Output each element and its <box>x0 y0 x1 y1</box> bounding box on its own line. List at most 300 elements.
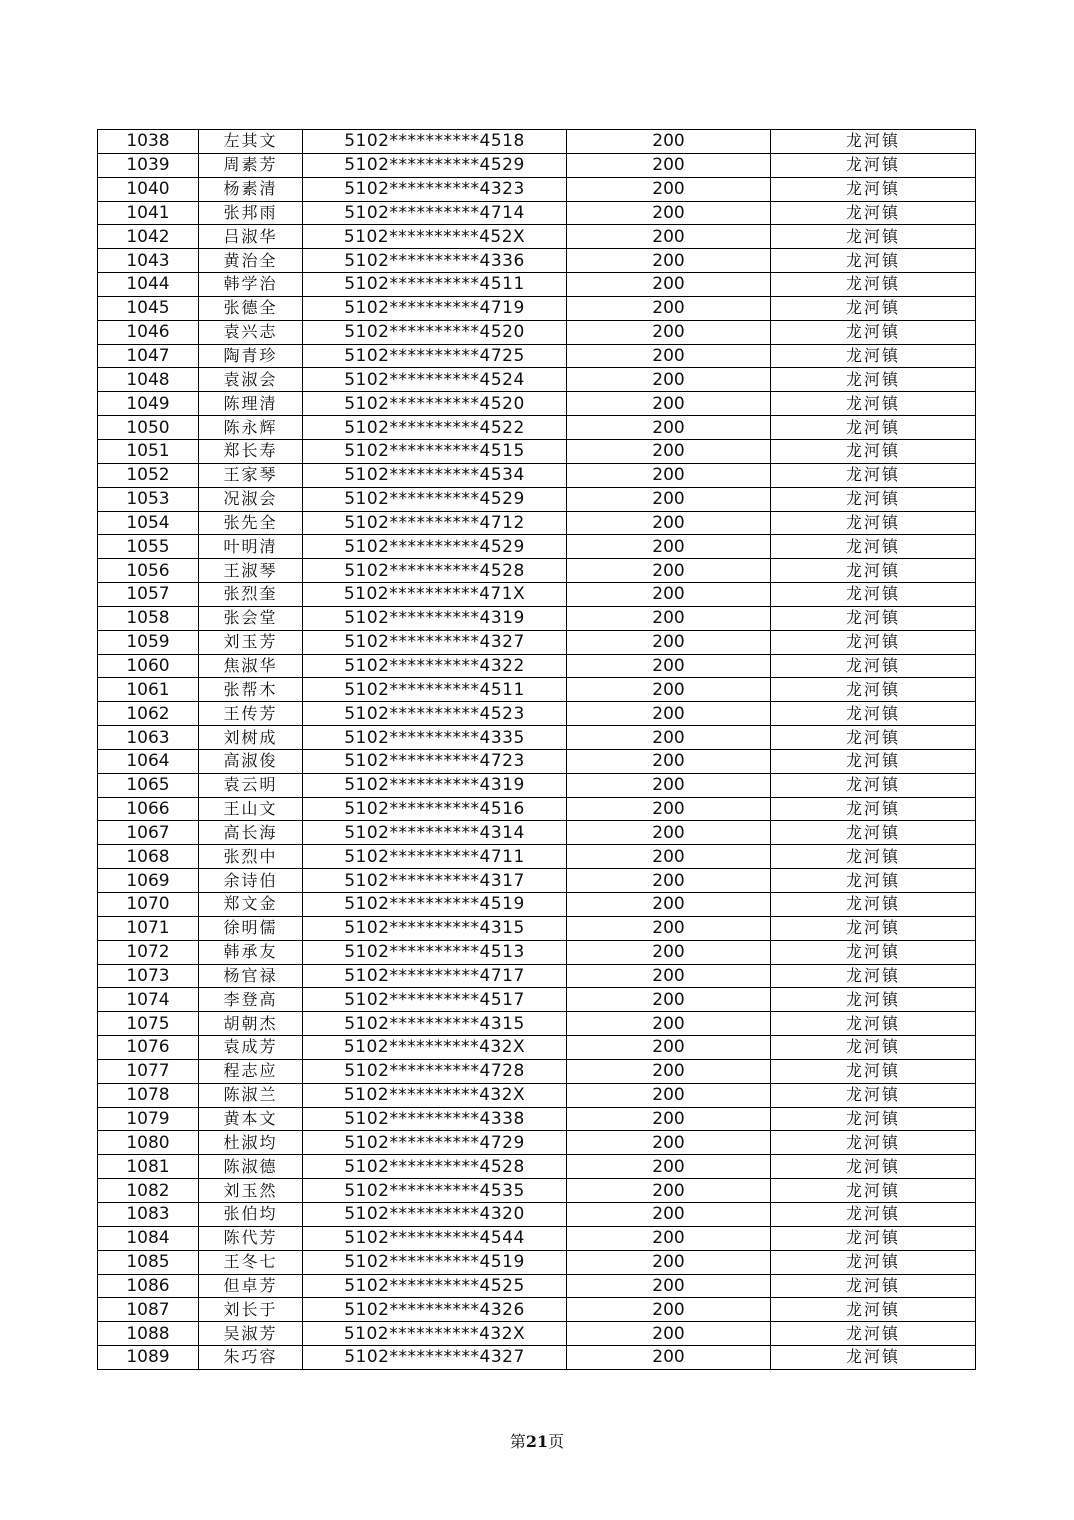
town-cell: 龙河镇 <box>771 702 976 726</box>
table-row <box>98 463 976 487</box>
town-cell: 龙河镇 <box>771 893 976 917</box>
id-number-cell: 5102**********4524 <box>303 368 567 392</box>
town-cell: 龙河镇 <box>771 392 976 416</box>
id-number-cell: 5102**********4725 <box>303 344 567 368</box>
amount-cell: 200 <box>567 773 771 797</box>
town-cell: 龙河镇 <box>771 869 976 893</box>
town-cell: 龙河镇 <box>771 654 976 678</box>
amount-cell: 200 <box>567 630 771 654</box>
id-number-cell: 5102**********4320 <box>303 1202 567 1226</box>
table-row <box>98 296 976 320</box>
person-name-cell: 李登高 <box>199 988 303 1012</box>
town-cell: 龙河镇 <box>771 296 976 320</box>
town-cell: 龙河镇 <box>771 535 976 559</box>
person-name-cell: 余诗伯 <box>199 869 303 893</box>
town-cell: 龙河镇 <box>771 1012 976 1036</box>
id-number-cell: 5102**********4338 <box>303 1107 567 1131</box>
amount-cell: 200 <box>567 153 771 177</box>
table-row <box>98 749 976 773</box>
table-row <box>98 416 976 440</box>
row-number-cell: 1044 <box>98 273 199 297</box>
table-row <box>98 130 976 154</box>
person-name-cell: 吕淑华 <box>199 225 303 249</box>
id-number-cell: 5102**********4327 <box>303 630 567 654</box>
row-number-cell: 1051 <box>98 439 199 463</box>
person-name-cell: 刘玉然 <box>199 1179 303 1203</box>
town-cell: 龙河镇 <box>771 1083 976 1107</box>
id-number-cell: 5102**********452X <box>303 225 567 249</box>
table-row <box>98 797 976 821</box>
person-name-cell: 王家琴 <box>199 463 303 487</box>
town-cell: 龙河镇 <box>771 821 976 845</box>
amount-cell: 200 <box>567 439 771 463</box>
id-number-cell: 5102**********4534 <box>303 463 567 487</box>
person-name-cell: 杨官禄 <box>199 964 303 988</box>
row-number-cell: 1084 <box>98 1226 199 1250</box>
person-name-cell: 陈淑兰 <box>199 1083 303 1107</box>
person-name-cell: 刘玉芳 <box>199 630 303 654</box>
id-number-cell: 5102**********4711 <box>303 845 567 869</box>
id-number-cell: 5102**********432X <box>303 1083 567 1107</box>
person-name-cell: 焦淑华 <box>199 654 303 678</box>
amount-cell: 200 <box>567 249 771 273</box>
person-name-cell: 张会堂 <box>199 606 303 630</box>
person-name-cell: 张烈奎 <box>199 583 303 607</box>
amount-cell: 200 <box>567 749 771 773</box>
table-row <box>98 678 976 702</box>
person-name-cell: 况淑会 <box>199 487 303 511</box>
town-cell: 龙河镇 <box>771 416 976 440</box>
id-number-cell: 5102**********4520 <box>303 320 567 344</box>
person-name-cell: 左其文 <box>199 130 303 154</box>
amount-cell: 200 <box>567 1274 771 1298</box>
town-cell: 龙河镇 <box>771 916 976 940</box>
table-row <box>98 392 976 416</box>
row-number-cell: 1068 <box>98 845 199 869</box>
town-cell: 龙河镇 <box>771 225 976 249</box>
table-row <box>98 630 976 654</box>
person-name-cell: 黄治全 <box>199 249 303 273</box>
town-cell: 龙河镇 <box>771 606 976 630</box>
table-row <box>98 559 976 583</box>
town-cell: 龙河镇 <box>771 749 976 773</box>
table-row <box>98 1250 976 1274</box>
id-number-cell: 5102**********4511 <box>303 678 567 702</box>
table-row <box>98 201 976 225</box>
row-number-cell: 1081 <box>98 1155 199 1179</box>
amount-cell: 200 <box>567 678 771 702</box>
town-cell: 龙河镇 <box>771 1036 976 1060</box>
row-number-cell: 1069 <box>98 869 199 893</box>
town-cell: 龙河镇 <box>771 153 976 177</box>
amount-cell: 200 <box>567 225 771 249</box>
amount-cell: 200 <box>567 392 771 416</box>
person-name-cell: 陈淑德 <box>199 1155 303 1179</box>
town-cell: 龙河镇 <box>771 678 976 702</box>
town-cell: 龙河镇 <box>771 559 976 583</box>
person-name-cell: 袁兴志 <box>199 320 303 344</box>
row-number-cell: 1048 <box>98 368 199 392</box>
row-number-cell: 1041 <box>98 201 199 225</box>
person-name-cell: 袁成芳 <box>199 1036 303 1060</box>
id-number-cell: 5102**********4714 <box>303 201 567 225</box>
row-number-cell: 1056 <box>98 559 199 583</box>
person-name-cell: 张烈中 <box>199 845 303 869</box>
id-number-cell: 5102**********4322 <box>303 654 567 678</box>
person-name-cell: 王传芳 <box>199 702 303 726</box>
amount-cell: 200 <box>567 1202 771 1226</box>
person-name-cell: 叶明清 <box>199 535 303 559</box>
amount-cell: 200 <box>567 797 771 821</box>
town-cell: 龙河镇 <box>771 1179 976 1203</box>
id-number-cell: 5102**********4522 <box>303 416 567 440</box>
id-number-cell: 5102**********4518 <box>303 130 567 154</box>
row-number-cell: 1074 <box>98 988 199 1012</box>
amount-cell: 200 <box>567 463 771 487</box>
row-number-cell: 1061 <box>98 678 199 702</box>
amount-cell: 200 <box>567 177 771 201</box>
amount-cell: 200 <box>567 1155 771 1179</box>
table-row <box>98 1346 976 1370</box>
amount-cell: 200 <box>567 1083 771 1107</box>
table-row <box>98 1131 976 1155</box>
person-name-cell: 黄本文 <box>199 1107 303 1131</box>
person-name-cell: 杜淑均 <box>199 1131 303 1155</box>
row-number-cell: 1045 <box>98 296 199 320</box>
table-row <box>98 583 976 607</box>
amount-cell: 200 <box>567 1346 771 1370</box>
person-name-cell: 张德全 <box>199 296 303 320</box>
id-number-cell: 5102**********4317 <box>303 869 567 893</box>
id-number-cell: 5102**********4717 <box>303 964 567 988</box>
row-number-cell: 1047 <box>98 344 199 368</box>
town-cell: 龙河镇 <box>771 1059 976 1083</box>
id-number-cell: 5102**********4525 <box>303 1274 567 1298</box>
id-number-cell: 5102**********4319 <box>303 773 567 797</box>
row-number-cell: 1042 <box>98 225 199 249</box>
amount-cell: 200 <box>567 1036 771 1060</box>
person-name-cell: 刘树成 <box>199 726 303 750</box>
person-name-cell: 吴淑芳 <box>199 1322 303 1346</box>
row-number-cell: 1073 <box>98 964 199 988</box>
id-number-cell: 5102**********432X <box>303 1322 567 1346</box>
row-number-cell: 1075 <box>98 1012 199 1036</box>
person-name-cell: 郑长寿 <box>199 439 303 463</box>
table-row <box>98 1322 976 1346</box>
town-cell: 龙河镇 <box>771 1107 976 1131</box>
table-row <box>98 916 976 940</box>
amount-cell: 200 <box>567 296 771 320</box>
amount-cell: 200 <box>567 320 771 344</box>
table-row <box>98 320 976 344</box>
person-name-cell: 王冬七 <box>199 1250 303 1274</box>
amount-cell: 200 <box>567 964 771 988</box>
amount-cell: 200 <box>567 821 771 845</box>
row-number-cell: 1039 <box>98 153 199 177</box>
row-number-cell: 1065 <box>98 773 199 797</box>
amount-cell: 200 <box>567 535 771 559</box>
town-cell: 龙河镇 <box>771 1226 976 1250</box>
person-name-cell: 刘长于 <box>199 1298 303 1322</box>
id-number-cell: 5102**********4336 <box>303 249 567 273</box>
town-cell: 龙河镇 <box>771 511 976 535</box>
id-number-cell: 5102**********4529 <box>303 487 567 511</box>
amount-cell: 200 <box>567 201 771 225</box>
person-name-cell: 陈永辉 <box>199 416 303 440</box>
table-row <box>98 940 976 964</box>
table-row <box>98 1202 976 1226</box>
person-name-cell: 高长海 <box>199 821 303 845</box>
amount-cell: 200 <box>567 344 771 368</box>
town-cell: 龙河镇 <box>771 1155 976 1179</box>
row-number-cell: 1078 <box>98 1083 199 1107</box>
amount-cell: 200 <box>567 1250 771 1274</box>
id-number-cell: 5102**********4520 <box>303 392 567 416</box>
id-number-cell: 5102**********4319 <box>303 606 567 630</box>
amount-cell: 200 <box>567 845 771 869</box>
id-number-cell: 5102**********4535 <box>303 1179 567 1203</box>
town-cell: 龙河镇 <box>771 1346 976 1370</box>
id-number-cell: 5102**********4517 <box>303 988 567 1012</box>
person-name-cell: 陈代芳 <box>199 1226 303 1250</box>
person-name-cell: 袁淑会 <box>199 368 303 392</box>
amount-cell: 200 <box>567 583 771 607</box>
row-number-cell: 1058 <box>98 606 199 630</box>
row-number-cell: 1066 <box>98 797 199 821</box>
id-number-cell: 5102**********4712 <box>303 511 567 535</box>
amount-cell: 200 <box>567 893 771 917</box>
id-number-cell: 5102**********4315 <box>303 916 567 940</box>
id-number-cell: 5102**********4326 <box>303 1298 567 1322</box>
id-number-cell: 5102**********4519 <box>303 893 567 917</box>
row-number-cell: 1089 <box>98 1346 199 1370</box>
id-number-cell: 5102**********4513 <box>303 940 567 964</box>
page-label-suffix: 页 <box>548 1432 565 1451</box>
town-cell: 龙河镇 <box>771 177 976 201</box>
row-number-cell: 1088 <box>98 1322 199 1346</box>
id-number-cell: 5102**********4523 <box>303 702 567 726</box>
town-cell: 龙河镇 <box>771 130 976 154</box>
row-number-cell: 1060 <box>98 654 199 678</box>
person-name-cell: 袁云明 <box>199 773 303 797</box>
id-number-cell: 5102**********4327 <box>303 1346 567 1370</box>
row-number-cell: 1071 <box>98 916 199 940</box>
town-cell: 龙河镇 <box>771 1298 976 1322</box>
person-name-cell: 韩学治 <box>199 273 303 297</box>
table-row <box>98 177 976 201</box>
amount-cell: 200 <box>567 988 771 1012</box>
id-number-cell: 5102**********4335 <box>303 726 567 750</box>
table-row <box>98 511 976 535</box>
town-cell: 龙河镇 <box>771 463 976 487</box>
id-number-cell: 5102**********4515 <box>303 439 567 463</box>
table-row <box>98 821 976 845</box>
table-row <box>98 1107 976 1131</box>
table-row <box>98 1059 976 1083</box>
id-number-cell: 5102**********432X <box>303 1036 567 1060</box>
table-row <box>98 869 976 893</box>
row-number-cell: 1070 <box>98 893 199 917</box>
person-name-cell: 胡朝杰 <box>199 1012 303 1036</box>
row-number-cell: 1043 <box>98 249 199 273</box>
person-name-cell: 王山文 <box>199 797 303 821</box>
amount-cell: 200 <box>567 606 771 630</box>
person-name-cell: 韩承友 <box>199 940 303 964</box>
amount-cell: 200 <box>567 702 771 726</box>
table-row <box>98 368 976 392</box>
person-name-cell: 张伯均 <box>199 1202 303 1226</box>
table-row <box>98 1274 976 1298</box>
id-number-cell: 5102**********471X <box>303 583 567 607</box>
row-number-cell: 1079 <box>98 1107 199 1131</box>
id-number-cell: 5102**********4519 <box>303 1250 567 1274</box>
person-name-cell: 陈理清 <box>199 392 303 416</box>
id-number-cell: 5102**********4529 <box>303 535 567 559</box>
amount-cell: 200 <box>567 1298 771 1322</box>
table-row <box>98 535 976 559</box>
row-number-cell: 1063 <box>98 726 199 750</box>
town-cell: 龙河镇 <box>771 439 976 463</box>
person-name-cell: 朱巧容 <box>199 1346 303 1370</box>
id-number-cell: 5102**********4728 <box>303 1059 567 1083</box>
id-number-cell: 5102**********4528 <box>303 559 567 583</box>
amount-cell: 200 <box>567 940 771 964</box>
amount-cell: 200 <box>567 1059 771 1083</box>
row-number-cell: 1085 <box>98 1250 199 1274</box>
town-cell: 龙河镇 <box>771 1250 976 1274</box>
id-number-cell: 5102**********4529 <box>303 153 567 177</box>
amount-cell: 200 <box>567 654 771 678</box>
row-number-cell: 1050 <box>98 416 199 440</box>
table-row <box>98 1036 976 1060</box>
town-cell: 龙河镇 <box>771 1131 976 1155</box>
amount-cell: 200 <box>567 130 771 154</box>
person-name-cell: 张帮木 <box>199 678 303 702</box>
row-number-cell: 1057 <box>98 583 199 607</box>
person-name-cell: 杨素清 <box>199 177 303 201</box>
row-number-cell: 1053 <box>98 487 199 511</box>
town-cell: 龙河镇 <box>771 1202 976 1226</box>
amount-cell: 200 <box>567 1179 771 1203</box>
town-cell: 龙河镇 <box>771 630 976 654</box>
amount-cell: 200 <box>567 416 771 440</box>
table-row <box>98 1155 976 1179</box>
person-name-cell: 郑文金 <box>199 893 303 917</box>
table-row <box>98 153 976 177</box>
town-cell: 龙河镇 <box>771 845 976 869</box>
row-number-cell: 1038 <box>98 130 199 154</box>
table-row <box>98 1298 976 1322</box>
row-number-cell: 1082 <box>98 1179 199 1203</box>
person-name-cell: 程志应 <box>199 1059 303 1083</box>
row-number-cell: 1087 <box>98 1298 199 1322</box>
table-row <box>98 225 976 249</box>
town-cell: 龙河镇 <box>771 487 976 511</box>
town-cell: 龙河镇 <box>771 583 976 607</box>
town-cell: 龙河镇 <box>771 249 976 273</box>
town-cell: 龙河镇 <box>771 320 976 344</box>
person-name-cell: 周素芳 <box>199 153 303 177</box>
row-number-cell: 1055 <box>98 535 199 559</box>
row-number-cell: 1067 <box>98 821 199 845</box>
table-row <box>98 1226 976 1250</box>
amount-cell: 200 <box>567 916 771 940</box>
person-name-cell: 张先全 <box>199 511 303 535</box>
table-row <box>98 964 976 988</box>
page-label-prefix: 第 <box>509 1432 526 1451</box>
table-row <box>98 606 976 630</box>
id-number-cell: 5102**********4511 <box>303 273 567 297</box>
id-number-cell: 5102**********4723 <box>303 749 567 773</box>
subsidy-list-table <box>97 129 976 1370</box>
id-number-cell: 5102**********4544 <box>303 1226 567 1250</box>
person-name-cell: 陶青珍 <box>199 344 303 368</box>
table-body <box>98 130 976 1370</box>
id-number-cell: 5102**********4528 <box>303 1155 567 1179</box>
page-footer <box>0 1429 1074 1452</box>
town-cell: 龙河镇 <box>771 201 976 225</box>
amount-cell: 200 <box>567 1131 771 1155</box>
table-row <box>98 1083 976 1107</box>
amount-cell: 200 <box>567 511 771 535</box>
person-name-cell: 王淑琴 <box>199 559 303 583</box>
person-name-cell: 但卓芳 <box>199 1274 303 1298</box>
row-number-cell: 1076 <box>98 1036 199 1060</box>
amount-cell: 200 <box>567 273 771 297</box>
table-row <box>98 988 976 1012</box>
amount-cell: 200 <box>567 1107 771 1131</box>
row-number-cell: 1062 <box>98 702 199 726</box>
town-cell: 龙河镇 <box>771 344 976 368</box>
table-row <box>98 654 976 678</box>
row-number-cell: 1064 <box>98 749 199 773</box>
table-row <box>98 893 976 917</box>
row-number-cell: 1086 <box>98 1274 199 1298</box>
table-row <box>98 702 976 726</box>
row-number-cell: 1080 <box>98 1131 199 1155</box>
table-row <box>98 344 976 368</box>
town-cell: 龙河镇 <box>771 1322 976 1346</box>
town-cell: 龙河镇 <box>771 940 976 964</box>
row-number-cell: 1046 <box>98 320 199 344</box>
town-cell: 龙河镇 <box>771 773 976 797</box>
town-cell: 龙河镇 <box>771 988 976 1012</box>
table-row <box>98 273 976 297</box>
amount-cell: 200 <box>567 368 771 392</box>
table-row <box>98 1179 976 1203</box>
id-number-cell: 5102**********4314 <box>303 821 567 845</box>
table-row <box>98 726 976 750</box>
town-cell: 龙河镇 <box>771 368 976 392</box>
town-cell: 龙河镇 <box>771 797 976 821</box>
amount-cell: 200 <box>567 1012 771 1036</box>
person-name-cell: 高淑俊 <box>199 749 303 773</box>
id-number-cell: 5102**********4719 <box>303 296 567 320</box>
table-row <box>98 845 976 869</box>
amount-cell: 200 <box>567 1322 771 1346</box>
town-cell: 龙河镇 <box>771 1274 976 1298</box>
table-row <box>98 1012 976 1036</box>
row-number-cell: 1077 <box>98 1059 199 1083</box>
amount-cell: 200 <box>567 1226 771 1250</box>
amount-cell: 200 <box>567 487 771 511</box>
row-number-cell: 1072 <box>98 940 199 964</box>
person-name-cell: 徐明儒 <box>199 916 303 940</box>
town-cell: 龙河镇 <box>771 964 976 988</box>
row-number-cell: 1054 <box>98 511 199 535</box>
row-number-cell: 1052 <box>98 463 199 487</box>
table-row <box>98 487 976 511</box>
